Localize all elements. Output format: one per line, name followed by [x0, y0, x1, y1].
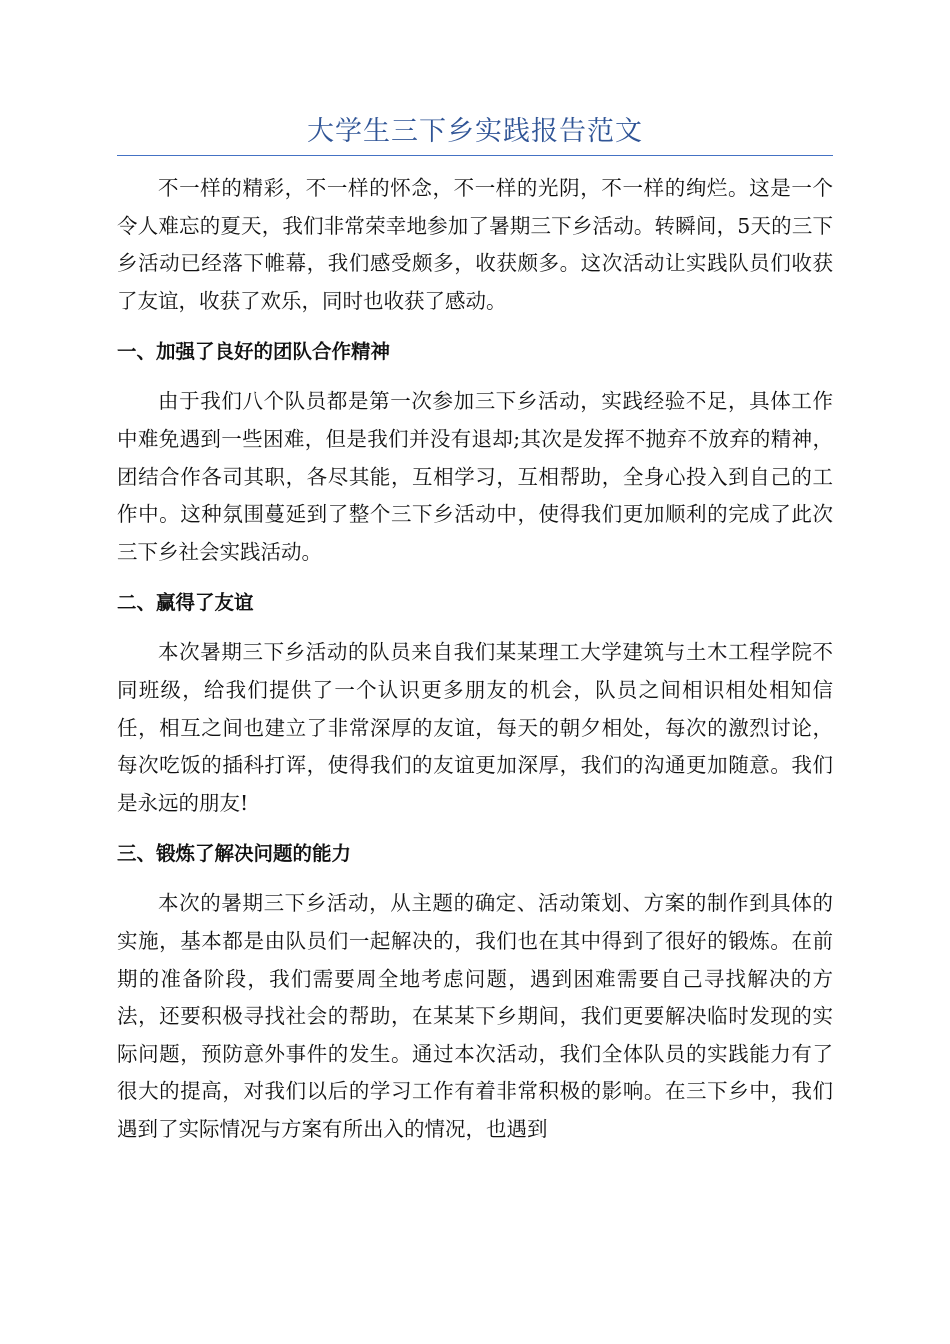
intro-paragraph: 不一样的精彩，不一样的怀念，不一样的光阴，不一样的绚烂。这是一个令人难忘的夏天，我们非常荣幸地参加了暑期三下乡活动。转瞬间，5天的三下乡活动已经落下帷幕，我们感受颇多，收获颇多。这次活动让实践队员们收获了友谊，收获了欢乐，同时也收获了感动。	[117, 176, 833, 313]
section-heading-friendship: 二、赢得了友谊	[117, 591, 254, 615]
title-underline	[117, 155, 833, 156]
document-page	[117, 112, 833, 1148]
section-heading-teamwork: 一、加强了良好的团队合作精神	[117, 340, 391, 364]
friendship-paragraph: 本次暑期三下乡活动的队员来自我们某某理工大学建筑与土木工程学院不同班级，给我们提供了一个认识更多朋友的机会，队员之间相识相处相知信任，相互之间也建立了非常深厚的友谊，每天的朝夕相处，每次的激烈讨论，每次吃饭的插科打诨，使得我们的友谊更加深厚，我们的沟通更加随意。我们是永远的朋友!	[117, 640, 833, 815]
section-heading-problem-solving: 三、锻炼了解决问题的能力	[117, 842, 352, 866]
problem-solving-paragraph: 本次的暑期三下乡活动，从主题的确定、活动策划、方案的制作到具体的实施，基本都是由队员们一起解决的，我们也在其中得到了很好的锻炼。在前期的准备阶段，我们需要周全地考虑问题，遇到困难需要自己寻找解决的方法，还要积极寻找社会的帮助，在某某下乡期间，我们更要解决临时发现的实际问题，预防意外事件的发生。通过本次活动，我们全体队员的实践能力有了很大的提高，对我们以后的学习工作有着非常积极的影响。在三下乡中，我们遇到了实际情况与方案有所出入的情况，也遇到	[117, 891, 833, 1141]
teamwork-paragraph: 由于我们八个队员都是第一次参加三下乡活动，实践经验不足，具体工作中难免遇到一些困难，但是我们并没有退却;其次是发挥不抛弃不放弃的精神，团结合作各司其职，各尽其能，互相学习，互相帮助，全身心投入到自己的工作中。这种氛围蔓延到了整个三下乡活动中，使得我们更加顺利的完成了此次三下乡社会实践活动。	[117, 389, 833, 564]
document-title: 大学生三下乡实践报告范文	[307, 116, 643, 147]
